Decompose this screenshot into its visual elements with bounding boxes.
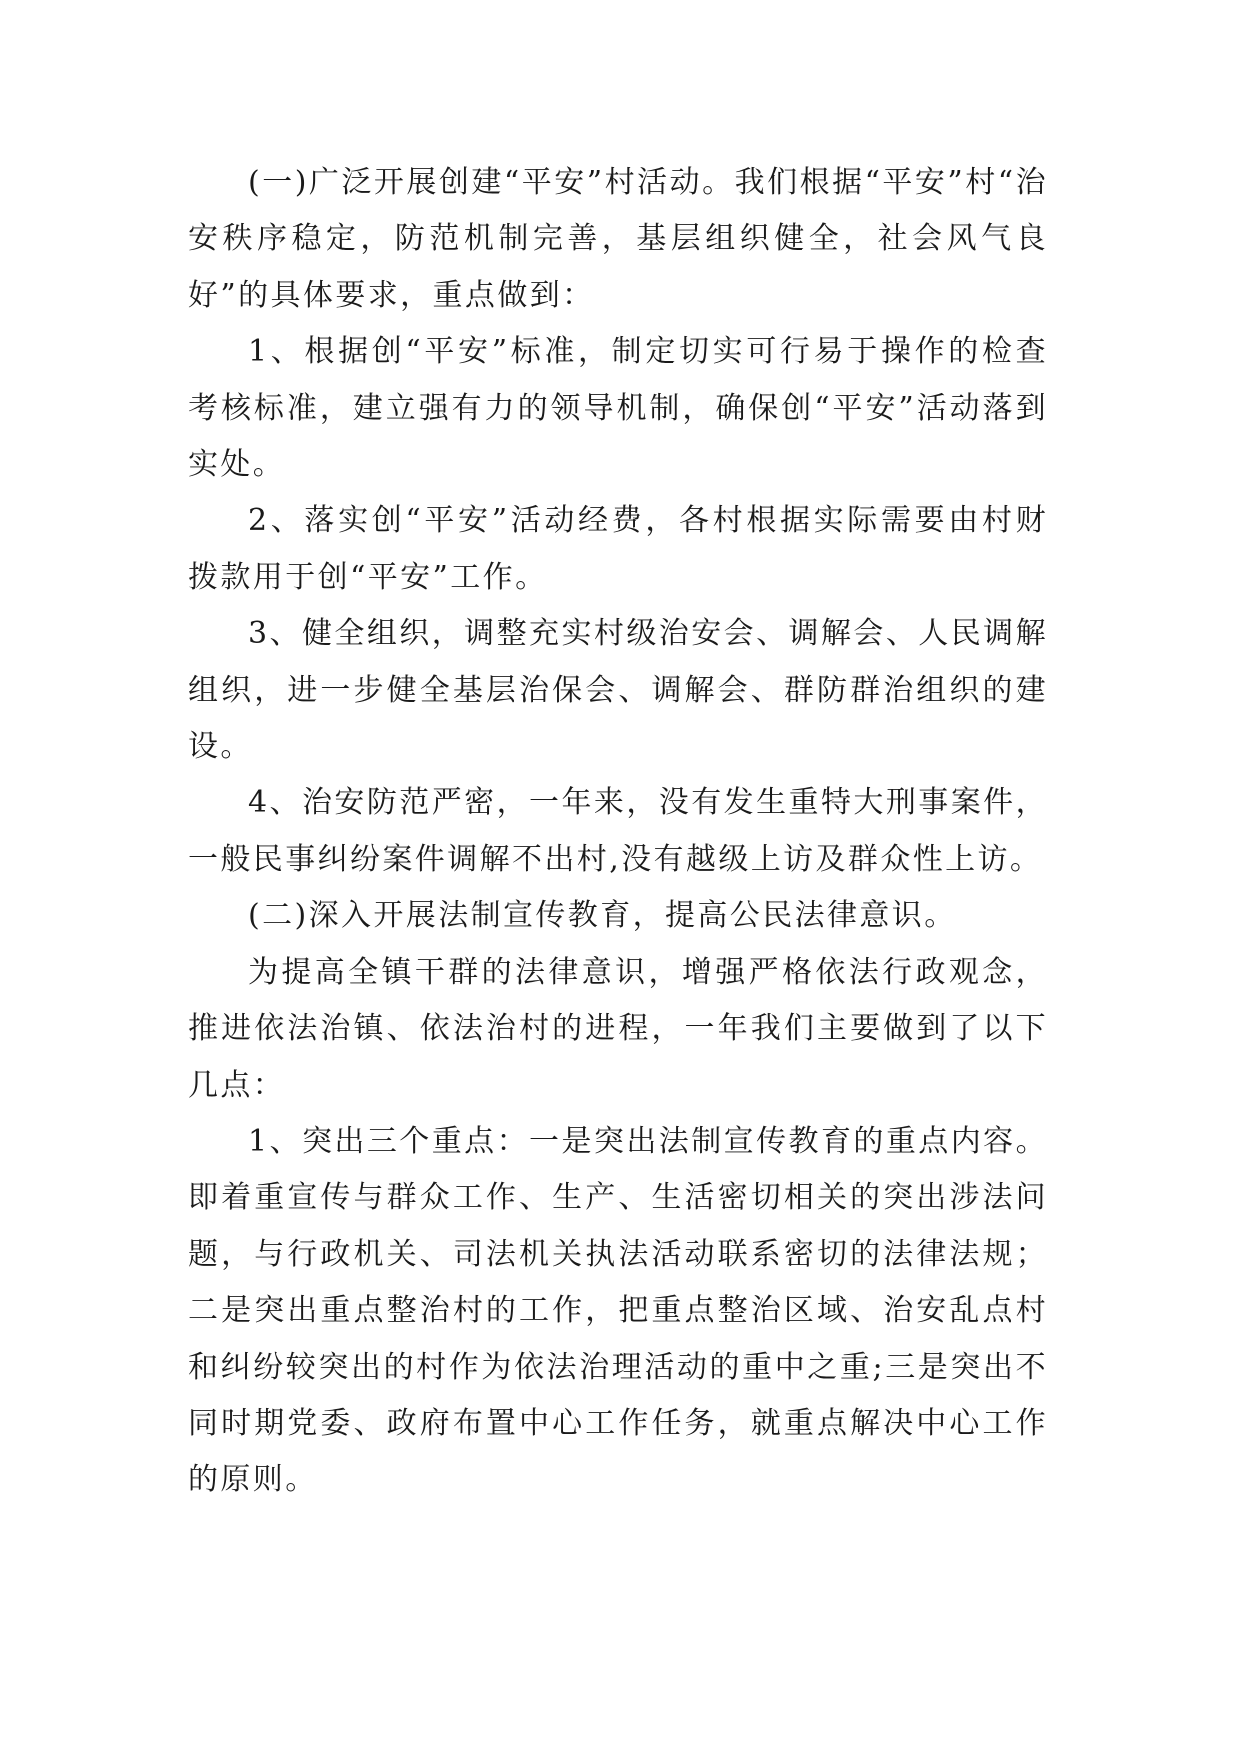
paragraph-item-4: 4、治安防范严密，一年来，没有发生重特大刑事案件，一般民事纠纷案件调解不出村,没有越级上访及群众性上访。 xyxy=(188,785,1048,877)
paragraph-item-1: 1、根据创“平安”标准，制定切实可行易于操作的检查考核标准，建立强有力的领导机制，确保创“平安”活动落到实处。 xyxy=(188,334,1048,483)
paragraph-section-2-heading: (二)深入开展法制宣传教育，提高公民法律意识。 xyxy=(248,898,957,934)
paragraph-item-3: 3、健全组织，调整充实村级治安会、调解会、人民调解组织，进一步健全基层治保会、调解会、群防群治组织的建设。 xyxy=(188,616,1048,765)
paragraph-section-2-item-1: 1、突出三个重点：一是突出法制宣传教育的重点内容。即着重宣传与群众工作、生产、生活密切相关的突出涉法问题，与行政机关、司法机关执法活动联系密切的法律法规；二是突出重点整治村的工作，把重点整治区域、治安乱点村和纠纷较突出的村作为依法治理活动的重中之重;三是突出不同时期党委、政府布置中心工作任务，就重点解决中心工作的原则。 xyxy=(188,1123,1048,1498)
paragraph-section-2-intro: 为提高全镇干群的法律意识，增强严格依法行政观念，推进依法治镇、依法治村的进程，一年我们主要做到了以下几点： xyxy=(188,954,1048,1103)
paragraph-section-1-heading: (一)广泛开展创建“平安”村活动。我们根据“平安”村“治安秩序稳定，防范机制完善，基层组织健全，社会风气良好”的具体要求，重点做到： xyxy=(188,165,1048,313)
paragraph-item-2: 2、落实创“平安”活动经费，各村根据实际需要由村财拨款用于创“平安”工作。 xyxy=(188,503,1048,595)
document-body xyxy=(188,155,1048,1509)
